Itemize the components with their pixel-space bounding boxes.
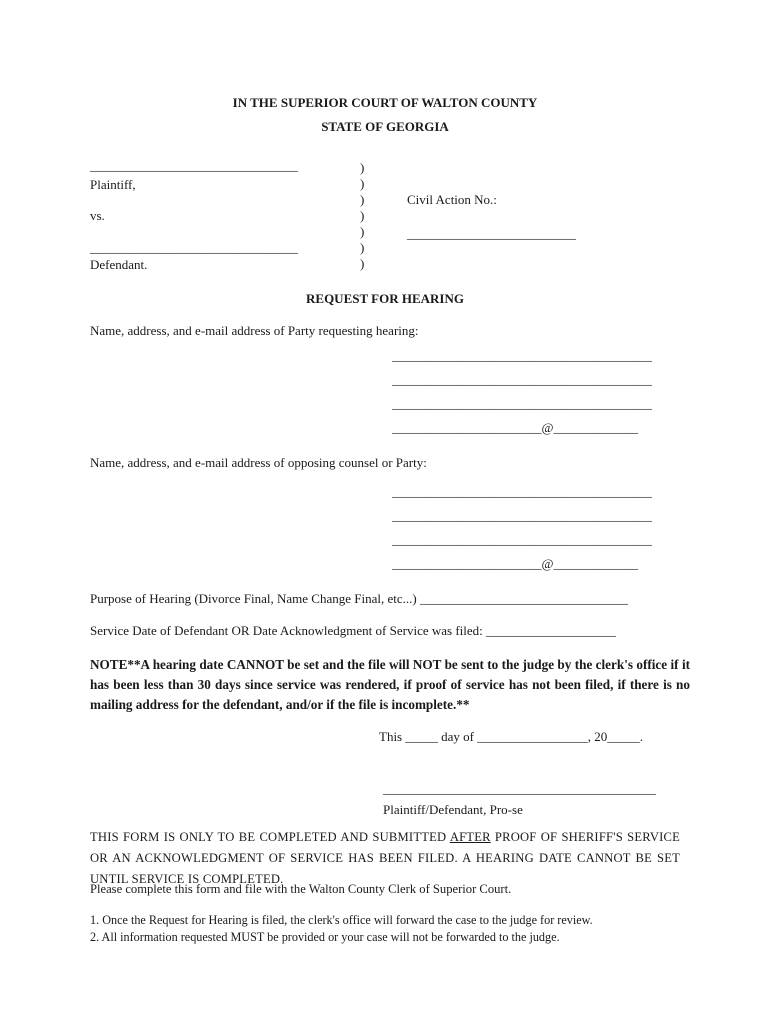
caption-paren: ) xyxy=(360,208,365,223)
note-paragraph: NOTE**A hearing date CANNOT be set and the file will NOT be sent to the judge by the clerk's office if it has been less than 30 days since service was rendered, if proof of service has not been filed, if there is no mailing address for the defendant, and/or if the file is incomplete.** xyxy=(90,657,690,712)
purpose-of-hearing-field[interactable]: Purpose of Hearing (Divorce Final, Name Change Final, etc...) ________________________________ xyxy=(90,591,628,606)
vs-label: vs. xyxy=(90,208,105,223)
form-title: REQUEST FOR HEARING xyxy=(306,291,464,306)
instructions-text-rest: PROOF OF SHERIFF'S SERVICE OR AN ACKNOWLEDGMENT OF SERVICE HAS BEEN FILED. A HEARING DATE CANNOT BE SET UNTIL SERVICE IS COMPLETED. xyxy=(90,830,680,886)
caption-paren: ) xyxy=(360,240,365,255)
caption-paren: ) xyxy=(360,192,365,207)
defendant-name-line[interactable]: ________________________________ xyxy=(90,240,298,255)
state-heading: STATE OF GEORGIA xyxy=(321,119,449,134)
requesting-party-line[interactable]: ________________________________________ xyxy=(392,372,652,387)
instruction-item: 1. Once the Request for Hearing is filed, the clerk's office will forward the case to the judge for review. xyxy=(90,913,593,927)
requesting-party-line[interactable]: ________________________________________ xyxy=(392,348,652,363)
court-heading: IN THE SUPERIOR COURT OF WALTON COUNTY xyxy=(232,95,538,110)
opposing-party-email-line[interactable]: _______________________@_____________ xyxy=(392,556,638,571)
signature-line[interactable]: __________________________________________ xyxy=(383,781,656,796)
instructions-after-word: AFTER xyxy=(449,830,491,844)
opposing-party-line[interactable]: ________________________________________ xyxy=(392,532,652,547)
opposing-party-line[interactable]: ________________________________________ xyxy=(392,484,652,499)
instruction-item: 2. All information requested MUST be provided or your case will not be forwarded to the judge. xyxy=(90,930,560,944)
requesting-party-label: Name, address, and e-mail address of Party requesting hearing: xyxy=(90,323,419,338)
caption-paren: ) xyxy=(360,256,365,271)
instructions-text: THIS FORM IS ONLY TO BE COMPLETED AND SUBMITTED xyxy=(90,830,450,844)
requesting-party-line[interactable]: ________________________________________ xyxy=(392,396,652,411)
civil-action-label: Civil Action No.: xyxy=(407,192,497,207)
caption-paren: ) xyxy=(360,176,365,191)
opposing-party-line[interactable]: ________________________________________ xyxy=(392,508,652,523)
opposing-party-label: Name, address, and e-mail address of opposing counsel or Party: xyxy=(90,455,427,470)
signature-label: Plaintiff/Defendant, Pro-se xyxy=(383,802,523,817)
plaintiff-label: Plaintiff, xyxy=(90,177,136,192)
civil-action-number-line[interactable]: __________________________ xyxy=(407,226,576,241)
requesting-party-email-line[interactable]: _______________________@_____________ xyxy=(392,420,638,435)
plaintiff-name-line[interactable]: ________________________________ xyxy=(90,158,298,173)
caption-paren: ) xyxy=(360,160,365,175)
service-date-field[interactable]: Service Date of Defendant OR Date Acknowledgment of Service was filed: ____________________ xyxy=(90,623,617,638)
caption-paren: ) xyxy=(360,224,365,239)
defendant-label: Defendant. xyxy=(90,257,148,272)
date-line[interactable]: This _____ day of _________________, 20_____. xyxy=(379,729,643,744)
please-instruction: Please complete this form and file with the Walton County Clerk of Superior Court. xyxy=(90,882,512,896)
